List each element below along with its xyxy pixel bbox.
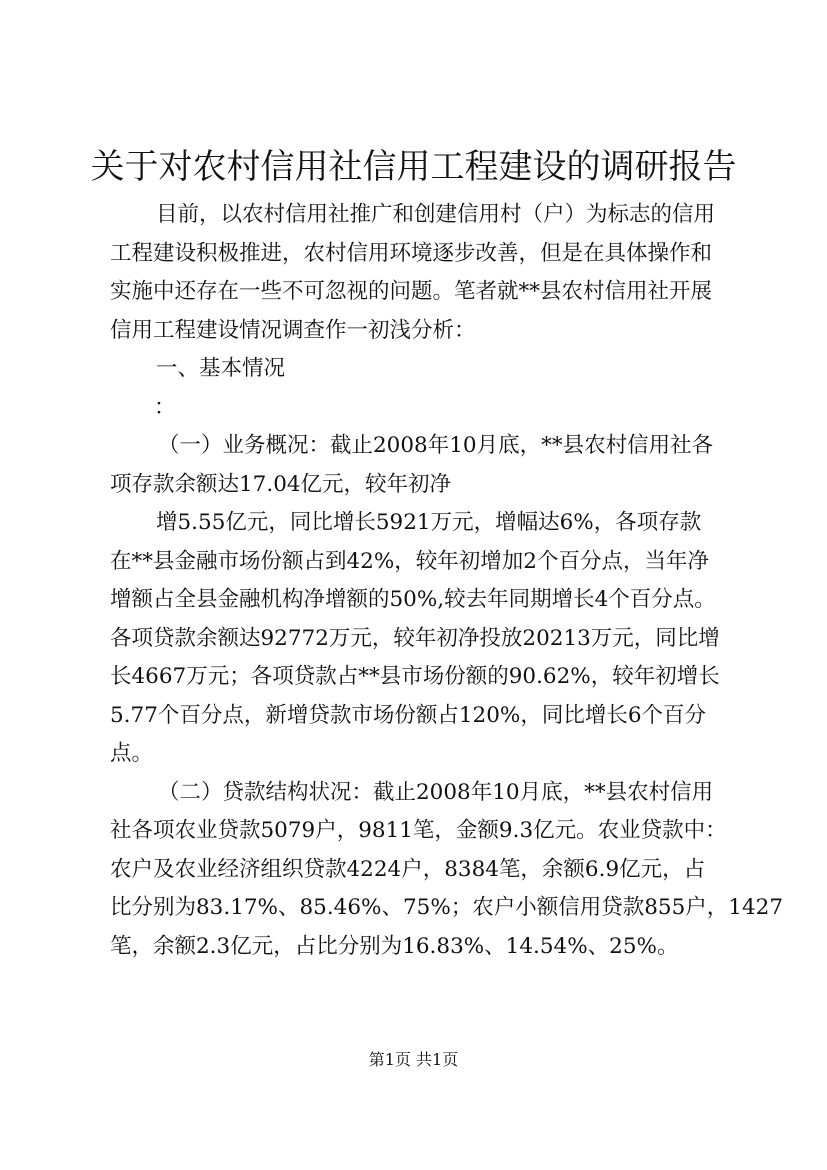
document-body (110, 196, 784, 966)
paragraph-line: 农户及农业经济组织贷款4224户，8384笔，余额6.9亿元，占 (110, 856, 706, 882)
paragraph-line: 信用工程建设情况调查作一初浅分析： (110, 317, 476, 343)
paragraph-line: 增额占全县金融机构净增额的50%,较去年同期增长4个百分点。 (110, 587, 716, 612)
subsection-heading-line: （一）业务概况：截止2008年10月底，**县农村信用社各 (158, 433, 714, 458)
paragraph-line: 笔，余额2.3亿元，占比分别为16.83%、14.54%、25%。 (110, 933, 679, 959)
paragraph-line: 比分别为83.17%、85.46%、75%；农户小额信用贷款855户，1427 (110, 895, 784, 920)
paragraph-line: 长4667万元；各项贷款占**县市场份额的90.62%，较年初增长 (110, 664, 720, 689)
paragraph-line: 工程建设积极推进，农村信用环境逐步改善，但是在具体操作和 (110, 240, 713, 266)
paragraph-line: ： (154, 394, 176, 420)
paragraph-line: 社各项农业贷款5079户，9811笔，金额9.3亿元。农业贷款中： (110, 818, 727, 843)
paragraph-line: 增5.55亿元，同比增长5921万元，增幅达6%，各项存款 (156, 510, 702, 535)
subsection-heading-line: （二）贷款结构状况：截止2008年10月底，**县农村信用 (158, 779, 714, 805)
paragraph-line: 5.77个百分点，新增贷款市场份额占120%，同比增长6个百分 (110, 702, 707, 728)
section-heading: 一、基本情况 (156, 356, 286, 381)
paragraph-line: 项存款余额达17.04亿元，较年初净 (110, 471, 452, 497)
document-title: 关于对农村信用社信用工程建设的调研报告 (90, 147, 737, 187)
paragraph-line: 点。 (110, 741, 154, 766)
page-footer: 第1页 共1页 (368, 1050, 459, 1069)
paragraph-line: 实施中还存在一些不可忽视的问题。笔者就**县农村信用社开展 (110, 279, 713, 304)
paragraph-line: 各项贷款余额达92772万元，较年初净投放20213万元，同比增 (110, 625, 720, 651)
paragraph-line: 目前，以农村信用社推广和创建信用村（户）为标志的信用 (156, 202, 716, 227)
paragraph-line: 在**县金融市场份额占到42%，较年初增加2个百分点，当年净 (110, 548, 709, 574)
